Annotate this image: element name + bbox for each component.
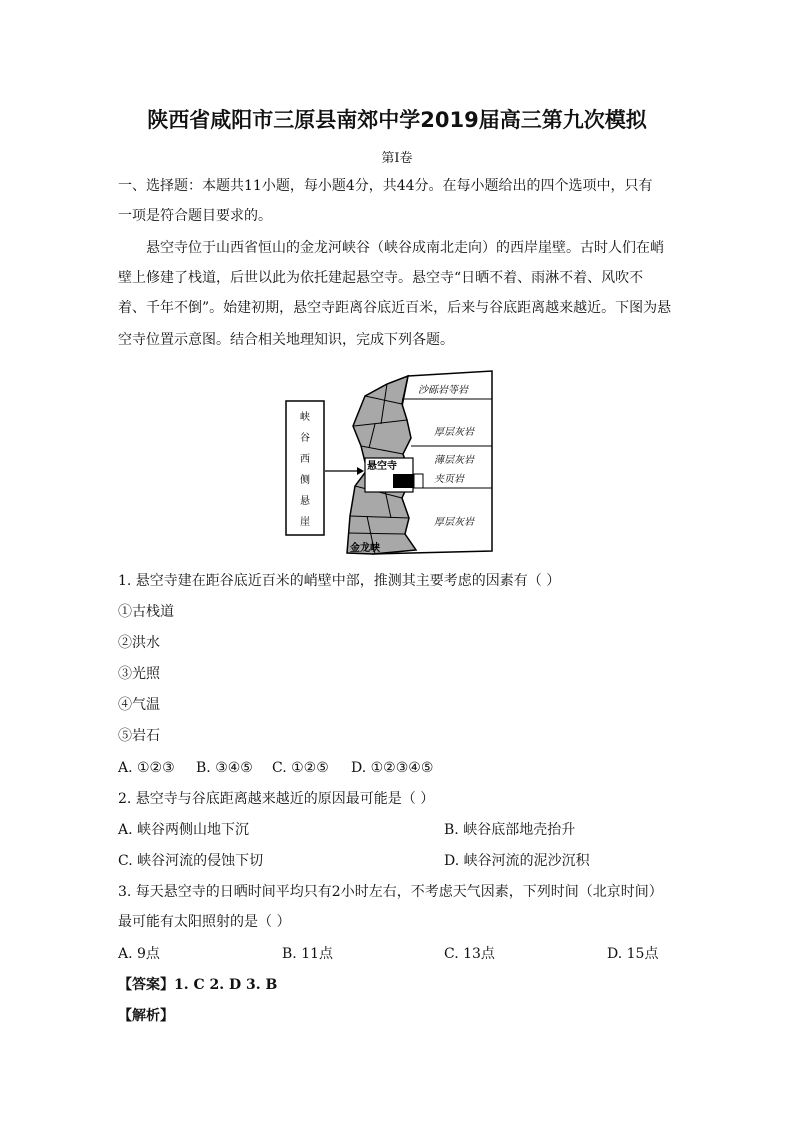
layer-label: 薄层灰岩 <box>434 455 474 466</box>
analysis-heading: 【解析】 <box>118 1008 174 1024</box>
question-2-option: D. 峡谷河流的泥沙沉积 <box>444 853 590 869</box>
west-cliff-char: 谷 <box>300 433 310 444</box>
question-2-option: B. 峡谷底部地壳抬升 <box>444 822 576 838</box>
page-title: 陕西省咸阳市三原县南郊中学2019届高三第九次模拟 <box>147 108 647 132</box>
temple-location-diagram <box>285 368 500 558</box>
arrow-head-icon <box>357 467 364 475</box>
layer-label: 厚层灰岩 <box>434 517 474 528</box>
passage-line: 壁上修建了栈道，后世以此为依托建起悬空寺。悬空寺“日晒不着、雨淋不着、风吹不 <box>118 270 644 286</box>
west-cliff-char: 西 <box>300 454 310 465</box>
question-1-stem: 1. 悬空寺建在距谷底近百米的峭壁中部，推测其主要考虑的因素有（ ） <box>118 573 561 589</box>
question-1-item: ②洪水 <box>118 635 160 651</box>
section-header-line: 一项是符合题目要求的。 <box>118 208 272 224</box>
west-cliff-char: 峡 <box>300 412 310 423</box>
section-header-line: 一、选择题：本题共11小题，每小题4分，共44分。在每小题给出的四个选项中，只有 <box>118 178 653 194</box>
question-1-item: ④气温 <box>118 697 160 713</box>
question-3-option: C. 13点 <box>444 946 495 962</box>
gorge-label: 金龙峡 <box>350 543 380 554</box>
passage-line: 着、千年不倒”。始建初期，悬空寺距离谷底近百米，后来与谷底距离越来越近。下图为悬 <box>118 300 672 316</box>
west-cliff-char: 崖 <box>300 517 310 528</box>
answer-line: 【答案】1. C 2. D 3. B <box>118 977 278 993</box>
question-1-option: A. ①②③ <box>118 760 175 776</box>
question-1-item: ③光照 <box>118 666 160 682</box>
question-2-option: A. 峡谷两侧山地下沉 <box>118 822 250 838</box>
question-3-option: B. 11点 <box>282 946 334 962</box>
question-2-option: C. 峡谷河流的侵蚀下切 <box>118 853 264 869</box>
layer-label: 厚层灰岩 <box>434 427 474 438</box>
temple-door-icon <box>414 474 423 488</box>
temple-label: 悬空寺 <box>367 461 397 472</box>
west-cliff-char: 侧 <box>300 475 310 486</box>
passage-line: 悬空寺位于山西省恒山的金龙河峡谷（峡谷成南北走向）的西岸崖壁。古时人们在峭 <box>146 240 664 256</box>
layer-label: 沙砾岩等岩 <box>418 385 468 396</box>
question-1-item: ⑤岩石 <box>118 728 160 744</box>
question-1-option: B. ③④⑤ <box>196 760 253 776</box>
question-3-stem: 最可能有太阳照射的是（ ） <box>118 914 291 930</box>
layer-label: 夹页岩 <box>434 474 464 485</box>
question-1-option: D. ①②③④⑤ <box>351 760 434 776</box>
volume-label: 第I卷 <box>381 151 413 166</box>
question-3-stem: 3. 每天悬空寺的日晒时间平均只有2小时左右，不考虑天气因素，下列时间（北京时间） <box>118 884 663 900</box>
question-3-option: A. 9点 <box>118 946 160 962</box>
question-3-option: D. 15点 <box>607 946 659 962</box>
question-2-stem: 2. 悬空寺与谷底距离越来越近的原因最可能是（ ） <box>118 791 435 807</box>
question-1-option: C. ①②⑤ <box>272 760 329 776</box>
temple-icon <box>393 474 413 488</box>
question-1-item: ①古栈道 <box>118 604 174 620</box>
west-cliff-char: 悬 <box>300 496 310 507</box>
passage-line: 空寺位置示意图。结合相关地理知识，完成下列各题。 <box>118 332 454 348</box>
